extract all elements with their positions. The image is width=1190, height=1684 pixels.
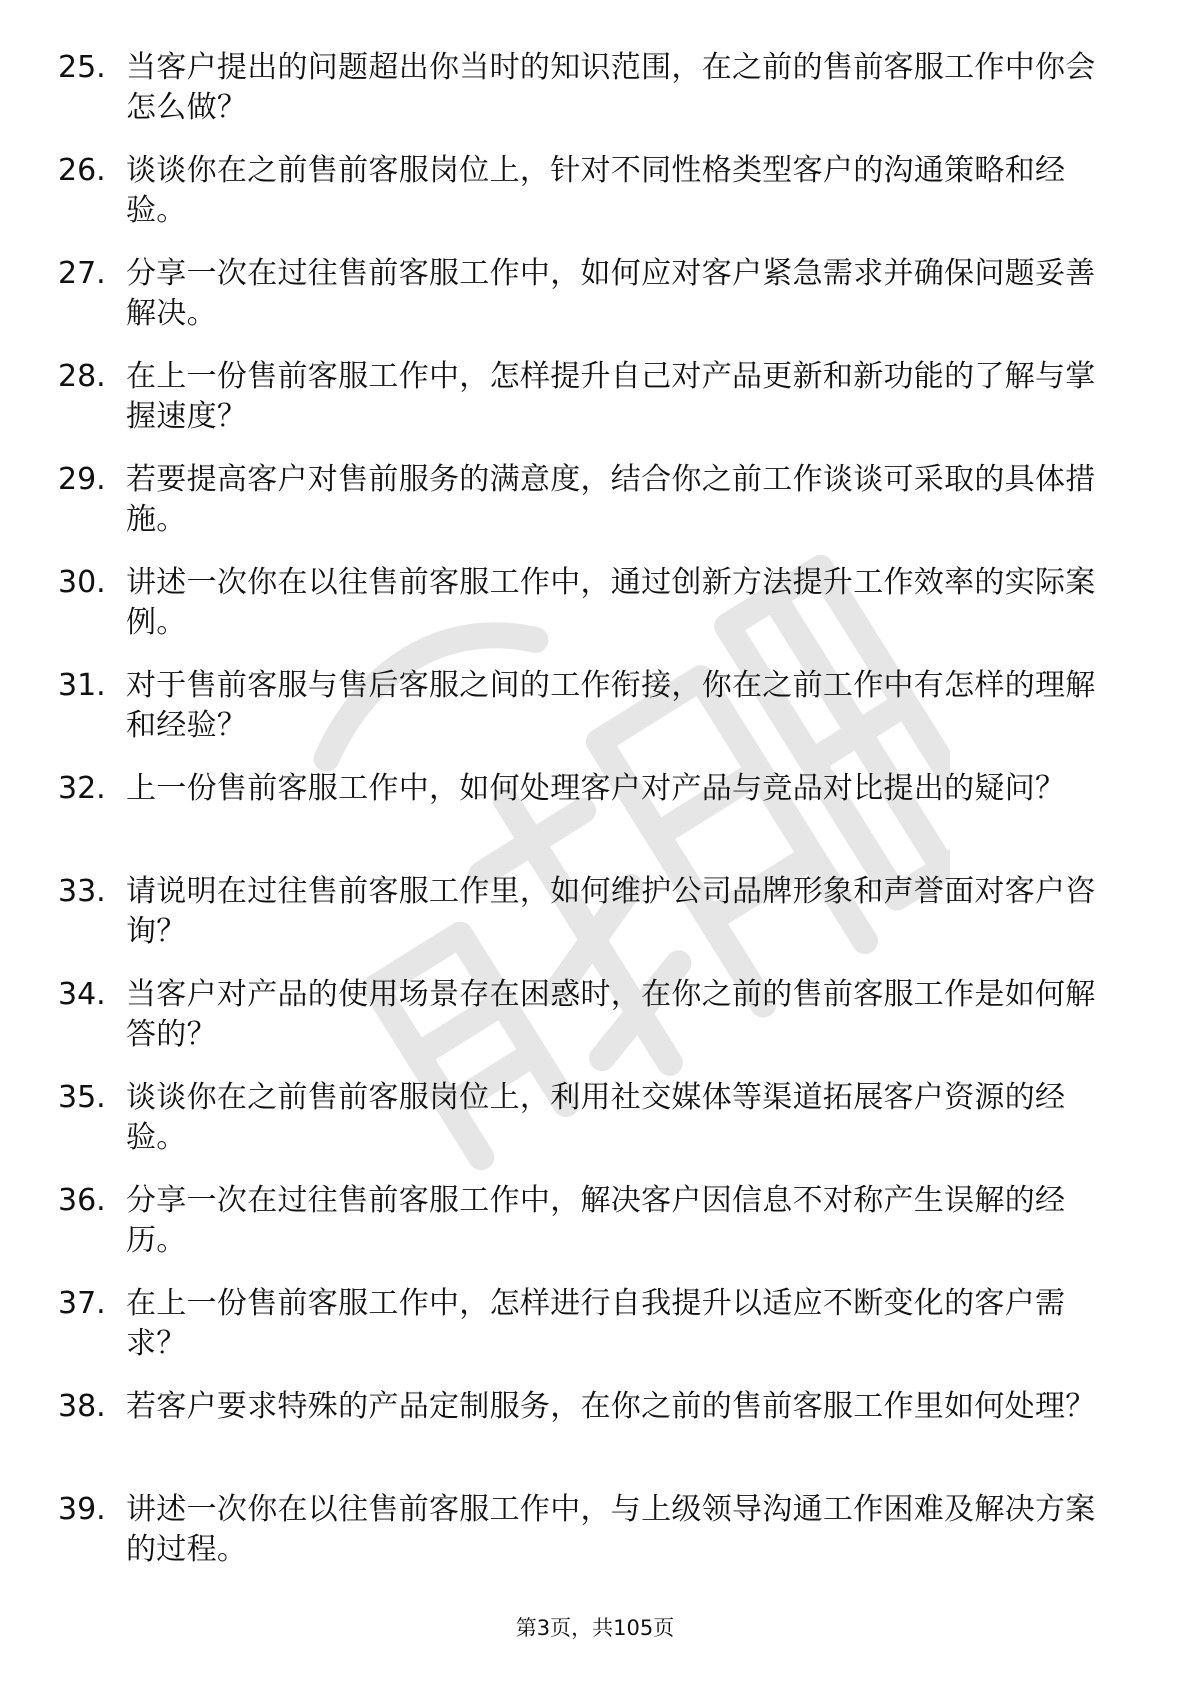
page-number-footer: 第3页，共105页 — [515, 1616, 675, 1640]
question-item — [58, 563, 1118, 666]
question-text: 请说明在过往售前客服工作里，如何维护公司品牌形象和声誉面对客户咨询？ — [126, 874, 1096, 949]
question-number: 36. — [58, 1183, 106, 1218]
question-item — [58, 1387, 1118, 1490]
question-text: 谈谈你在之前售前客服岗位上，针对不同性格类型客户的沟通策略和经验。 — [126, 153, 1066, 228]
question-number: 25. — [58, 50, 106, 85]
question-number: 30. — [58, 565, 106, 600]
question-number: 26. — [58, 153, 106, 188]
question-number: 28. — [58, 359, 106, 394]
question-number: 33. — [58, 874, 106, 909]
question-item — [58, 1284, 1118, 1387]
question-item — [58, 460, 1118, 563]
question-item — [58, 975, 1118, 1078]
question-item — [58, 1078, 1118, 1181]
question-item — [58, 666, 1118, 769]
question-text: 若客户要求特殊的产品定制服务，在你之前的售前客服工作里如何处理？ — [126, 1389, 1096, 1424]
question-number: 29. — [58, 462, 106, 497]
question-number: 38. — [58, 1389, 106, 1424]
question-text: 讲述一次你在以往售前客服工作中，与上级领导沟通工作困难及解决方案的过程。 — [126, 1492, 1096, 1567]
question-item — [58, 872, 1118, 975]
question-item — [58, 1490, 1118, 1593]
question-item — [58, 254, 1118, 357]
question-item — [58, 48, 1118, 151]
question-number: 31. — [58, 668, 106, 703]
question-item — [58, 357, 1118, 460]
question-text: 当客户对产品的使用场景存在困惑时，在你之前的售前客服工作是如何解答的？ — [126, 977, 1096, 1052]
question-number: 39. — [58, 1492, 106, 1527]
question-text: 谈谈你在之前售前客服岗位上，利用社交媒体等渠道拓展客户资源的经验。 — [126, 1080, 1066, 1155]
question-text: 讲述一次你在以往售前客服工作中，通过创新方法提升工作效率的实际案例。 — [126, 565, 1096, 640]
question-text: 当客户提出的问题超出你当时的知识范围，在之前的售前客服工作中你会怎么做？ — [126, 50, 1096, 125]
question-item — [58, 1181, 1118, 1284]
question-text: 在上一份售前客服工作中，怎样进行自我提升以适应不断变化的客户需求？ — [126, 1286, 1066, 1361]
question-text: 若要提高客户对售前服务的满意度，结合你之前工作谈谈可采取的具体措施。 — [126, 462, 1096, 537]
question-text: 上一份售前客服工作中，如何处理客户对产品与竞品对比提出的疑问？ — [126, 771, 1066, 806]
question-number: 34. — [58, 977, 106, 1012]
question-text: 分享一次在过往售前客服工作中，如何应对客户紧急需求并确保问题妥善解决。 — [126, 256, 1096, 331]
question-number: 27. — [58, 256, 106, 291]
question-number: 37. — [58, 1286, 106, 1321]
question-item — [58, 151, 1118, 254]
question-text: 分享一次在过往售前客服工作中，解决客户因信息不对称产生误解的经历。 — [126, 1183, 1066, 1258]
question-number: 32. — [58, 771, 106, 806]
question-number: 35. — [58, 1080, 106, 1115]
question-text: 对于售前客服与售后客服之间的工作衔接，你在之前工作中有怎样的理解和经验？ — [126, 668, 1096, 743]
question-item — [58, 769, 1118, 872]
question-list — [58, 48, 1118, 1593]
question-text: 在上一份售前客服工作中，怎样提升自己对产品更新和新功能的了解与掌握速度？ — [126, 359, 1096, 434]
